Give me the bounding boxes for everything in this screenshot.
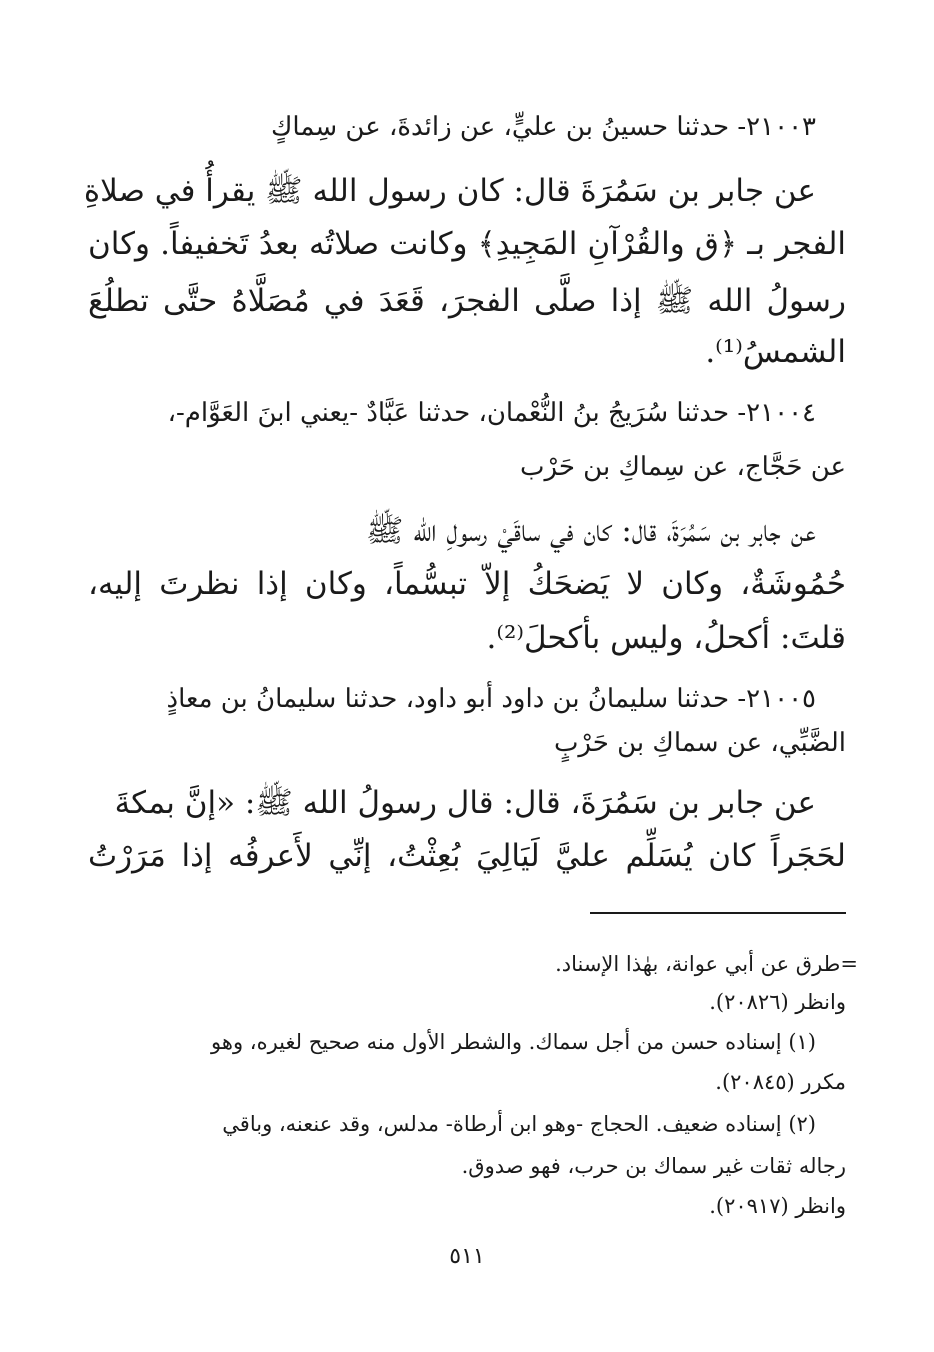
hadith-21003-matn-line-1: عن جابر بن سَمُرَةَ قال: كان رسول الله ﷺ يقرأُ في صلاةِ	[83, 173, 816, 209]
hadith-21003-matn-line-3: رسولُ الله ﷺ إذا صلَّى الفجرَ، قَعَدَ في مُصَلَّاهُ حتَّى تطلُعَ	[88, 283, 846, 319]
footnote-2-line-1: (٢) إسناده ضعيف. الحجاج -وهو ابن أرطاة- مدلس، وقد عنعنه، وباقي	[222, 1112, 816, 1136]
footnote-2-line-2: رجاله ثقات غير سماك بن حرب، فهو صدوق.	[461, 1154, 846, 1178]
footnote-continuation-line-1: =طرق عن أبي عوانة، بهٰذا الإسناد.	[555, 952, 858, 976]
footnote-2-line-3: وانظر (٢٠٩١٧).	[709, 1194, 846, 1218]
hadith-21004-isnad-line-2: عن حَجَّاج، عن سِماكِ بن حَرْب	[520, 452, 846, 482]
footnote-continuation-line-2: وانظر (٢٠٨٢٦).	[709, 990, 846, 1014]
footnote-1-line-1: (١) إسناده حسن من أجل سماك. والشطر الأول منه صحيح لغيره، وهو	[211, 1030, 816, 1054]
hadith-21004-matn-line-2: حُمُوشَةٌ، وكان لا يَضحَكُ إلاّ تبسُّماً، وكان إذا نظرتَ إليه،	[88, 566, 846, 602]
footnote-1-line-2: مكرر (٢٠٨٤٥).	[715, 1070, 846, 1094]
page-number: ٥١١	[449, 1244, 485, 1269]
hadith-21004-matn-line-3: قلتَ: أكحلُ، وليس بأكحلَ⁽²⁾.	[486, 620, 846, 656]
hadith-21005-isnad-line-1: ٢١٠٠٥- حدثنا سليمانُ بن داود أبو داود، حدثنا سليمانُ بن معاذٍ	[166, 684, 816, 714]
hadith-21005-isnad-line-2: الضَّبِّي، عن سماكِ بن حَرْبٍ	[553, 728, 846, 758]
hadith-21005-matn-line-2: لحَجَراً كان يُسَلِّم عليَّ لَيَالِيَ بُعِثْتُ، إنِّي لأَعرفُه إذا مَرَرْتُ	[88, 838, 847, 874]
hadith-21005-matn-line-1: عن جابر بن سَمُرَةَ، قال: قال رسولُ الله ﷺ: «إنَّ بمكةَ	[114, 785, 816, 821]
hadith-21004-matn-line-1: عن جابر بن سَمُرَةَ، قال: كان في ساقَيْ رسولِ الله ﷺ	[366, 513, 816, 549]
hadith-21003-matn-line-4: الشمسُ⁽¹⁾.	[705, 334, 846, 370]
hadith-21003-isnad-line-1: ٢١٠٠٣- حدثنا حسينُ بن عليٍّ، عن زائدةَ، عن سِماكٍ	[270, 112, 816, 142]
footnote-separator	[590, 912, 846, 914]
hadith-21004-isnad-line-1: ٢١٠٠٤- حدثنا سُرَيجُ بنُ النُّعْمان، حدثنا عَبَّادٌ -يعني ابنَ العَوَّام-،	[167, 398, 816, 428]
hadith-21003-matn-line-2: الفجر بـ ﴿ق والقُرْآنِ المَجِيدِ﴾ وكانت صلاتُه بعدُ تَخفيفاً. وكان	[88, 226, 846, 262]
